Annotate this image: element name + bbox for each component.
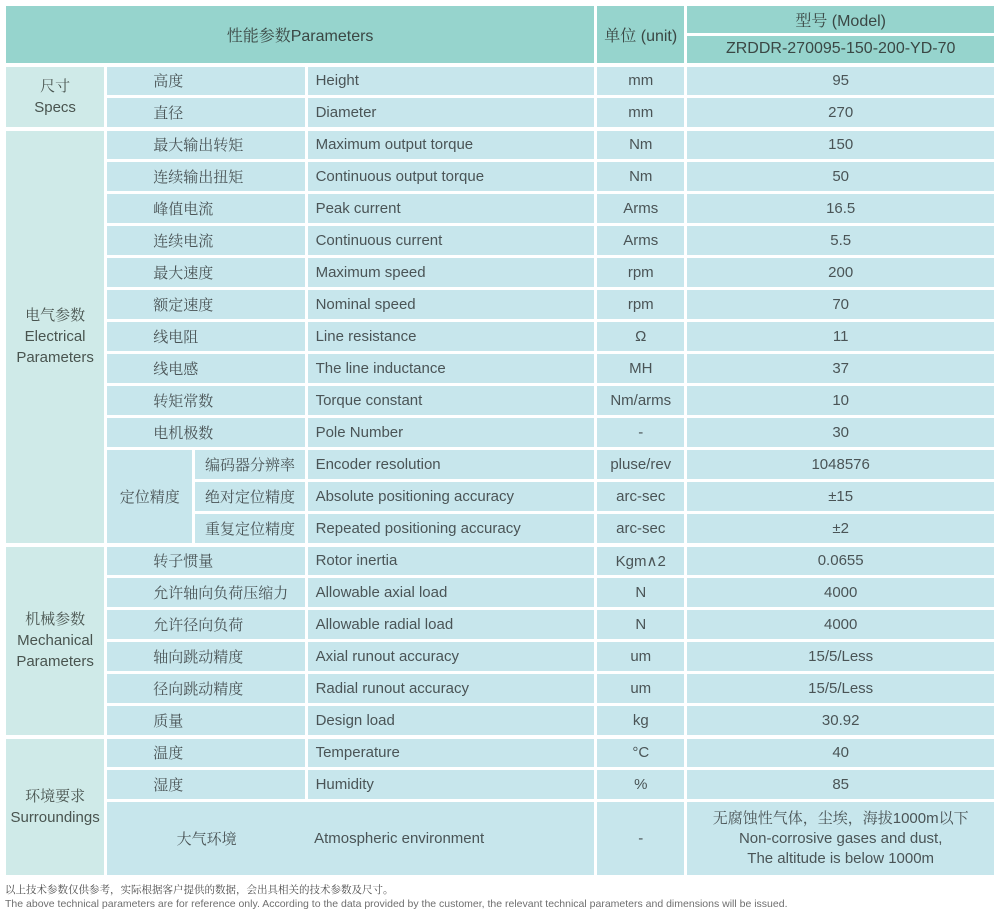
param-zh-cell: 允许径向负荷	[106, 609, 306, 641]
table-row	[5, 545, 996, 577]
param-en-cell: Continuous output torque	[306, 161, 596, 193]
value-cell: 85	[686, 769, 996, 801]
unit-cell: Arms	[596, 225, 686, 257]
value-cell: 150	[686, 129, 996, 161]
value-cell: 15/5/Less	[686, 673, 996, 705]
param-zh-cell: 高度	[106, 65, 306, 97]
param-en-cell: Maximum speed	[306, 257, 596, 289]
param-en-cell: Line resistance	[306, 321, 596, 353]
footnote-en: The above technical parameters are for reference only. According to the data provided by the customer, the relevant technical parameters and dimensions will be issued.	[5, 898, 788, 910]
value-cell: 50	[686, 161, 996, 193]
table-row	[5, 65, 996, 97]
table-row	[5, 641, 996, 673]
category-label-en: Surroundings	[10, 808, 100, 826]
table-row	[5, 673, 996, 705]
unit-cell: rpm	[596, 257, 686, 289]
unit-cell: Arms	[596, 193, 686, 225]
value-cell: 16.5	[686, 193, 996, 225]
value-cell: 4000	[686, 577, 996, 609]
unit-cell: mm	[596, 97, 686, 129]
unit-cell: N	[596, 577, 686, 609]
param-en-cell: Axial runout accuracy	[306, 641, 596, 673]
value-cell: 40	[686, 737, 996, 769]
param-zh-cell: 转子惯量	[106, 545, 306, 577]
param-en-cell: Design load	[306, 705, 596, 737]
param-zh-cell: 线电感	[106, 353, 306, 385]
table-row	[5, 97, 996, 129]
param-zh-cell: 转矩常数	[106, 385, 306, 417]
category-surroundings	[5, 737, 106, 877]
param-en-cell: Peak current	[306, 193, 596, 225]
param-en-cell: Torque constant	[306, 385, 596, 417]
param-zh-cell: 允许轴向负荷压缩力	[106, 577, 306, 609]
footnotes	[5, 883, 997, 911]
table-row	[5, 801, 996, 877]
value-cell: 30.92	[686, 705, 996, 737]
table-row	[5, 769, 996, 801]
category-label-en: Specs	[34, 98, 76, 116]
param-en-cell: Allowable axial load	[306, 577, 596, 609]
param-en-cell: The line inductance	[306, 353, 596, 385]
param-zh-cell: 轴向跳动精度	[106, 641, 306, 673]
param-en-cell: Rotor inertia	[306, 545, 596, 577]
param-en-cell: Continuous current	[306, 225, 596, 257]
param-en-cell: Repeated positioning accuracy	[306, 513, 596, 545]
param-zh-cell: 额定速度	[106, 289, 306, 321]
category-label-en: Electrical Parameters	[16, 328, 94, 366]
value-cell: 70	[686, 289, 996, 321]
table-row	[5, 193, 996, 225]
unit-cell: °C	[596, 737, 686, 769]
param-en-cell: Pole Number	[306, 417, 596, 449]
param-zh-cell: 湿度	[106, 769, 306, 801]
param-en-cell: Temperature	[306, 737, 596, 769]
value-cell: 270	[686, 97, 996, 129]
spec-table	[3, 3, 997, 878]
value-cell: 95	[686, 65, 996, 97]
unit-cell: um	[596, 673, 686, 705]
table-row	[5, 289, 996, 321]
table-row	[5, 353, 996, 385]
category-label-en: Mechanical Parameters	[16, 632, 94, 670]
unit-cell: -	[596, 801, 686, 877]
value-cell	[686, 801, 996, 877]
param-zh-cell: 重复定位精度	[194, 513, 306, 545]
table-row	[5, 737, 996, 769]
table-row	[5, 225, 996, 257]
param-en-cell: Atmospheric environment	[306, 801, 596, 877]
value-cell: 0.0655	[686, 545, 996, 577]
footnote-zh: 以上技术参数仅供参考，实际根据客户提供的数据，会出具相关的技术参数及尺寸。	[5, 884, 394, 896]
value-line: The altitude is below 1000m	[747, 849, 935, 867]
param-zh-cell: 连续电流	[106, 225, 306, 257]
param-zh-cell: 最大输出转矩	[106, 129, 306, 161]
table-row	[5, 417, 996, 449]
model-header: 型号 (Model)	[686, 5, 996, 35]
unit-cell: N	[596, 609, 686, 641]
param-zh-cell: 直径	[106, 97, 306, 129]
value-line: 无腐蚀性气体，尘埃，海拔1000m以下	[712, 809, 969, 827]
unit-cell: Ω	[596, 321, 686, 353]
table-row	[5, 609, 996, 641]
param-en-cell: Nominal speed	[306, 289, 596, 321]
value-cell: 10	[686, 385, 996, 417]
table-row	[5, 705, 996, 737]
category-label-zh: 机械参数	[25, 611, 86, 628]
unit-cell: pluse/rev	[596, 449, 686, 481]
param-zh-cell: 大气环境	[106, 801, 306, 877]
param-zh-cell: 质量	[106, 705, 306, 737]
table-header-row	[5, 5, 996, 35]
param-en-cell: Radial runout accuracy	[306, 673, 596, 705]
value-cell: 15/5/Less	[686, 641, 996, 673]
value-cell: 11	[686, 321, 996, 353]
value-cell: 1048576	[686, 449, 996, 481]
unit-cell: MH	[596, 353, 686, 385]
value-cell: ±15	[686, 481, 996, 513]
param-en-cell: Absolute positioning accuracy	[306, 481, 596, 513]
unit-cell: arc-sec	[596, 513, 686, 545]
value-cell: 200	[686, 257, 996, 289]
category-specs	[5, 65, 106, 129]
positioning-group-cell: 定位精度	[106, 449, 194, 545]
unit-cell: Nm	[596, 129, 686, 161]
unit-cell: Nm	[596, 161, 686, 193]
param-zh-cell: 编码器分辨率	[194, 449, 306, 481]
unit-header: 单位 (unit)	[596, 5, 686, 65]
table-row	[5, 449, 996, 481]
value-line: Non-corrosive gases and dust,	[738, 829, 943, 847]
table-row	[5, 129, 996, 161]
param-zh-cell: 电机极数	[106, 417, 306, 449]
parameters-header: 性能参数Parameters	[5, 5, 596, 65]
unit-cell: Kgm∧2	[596, 545, 686, 577]
param-zh-cell: 连续输出扭矩	[106, 161, 306, 193]
value-cell: 5.5	[686, 225, 996, 257]
table-row	[5, 577, 996, 609]
unit-cell: rpm	[596, 289, 686, 321]
value-cell: 4000	[686, 609, 996, 641]
param-zh-cell: 绝对定位精度	[194, 481, 306, 513]
value-cell: 37	[686, 353, 996, 385]
category-label-zh: 电气参数	[25, 307, 86, 324]
table-row	[5, 321, 996, 353]
value-cell: ±2	[686, 513, 996, 545]
category-label-zh: 尺寸	[40, 77, 71, 95]
unit-cell: kg	[596, 705, 686, 737]
table-row	[5, 161, 996, 193]
param-zh-cell: 温度	[106, 737, 306, 769]
table-row	[5, 257, 996, 289]
unit-cell: arc-sec	[596, 481, 686, 513]
value-cell: 30	[686, 417, 996, 449]
table-row	[5, 385, 996, 417]
param-en-cell: Allowable radial load	[306, 609, 596, 641]
category-mechanical	[5, 545, 106, 737]
unit-cell: %	[596, 769, 686, 801]
param-en-cell: Humidity	[306, 769, 596, 801]
unit-cell: Nm/arms	[596, 385, 686, 417]
param-zh-cell: 峰值电流	[106, 193, 306, 225]
param-zh-cell: 最大速度	[106, 257, 306, 289]
unit-cell: um	[596, 641, 686, 673]
category-electrical	[5, 129, 106, 545]
param-zh-cell: 线电阻	[106, 321, 306, 353]
category-label-zh: 环境要求	[25, 787, 86, 805]
unit-cell: -	[596, 417, 686, 449]
param-en-cell: Maximum output torque	[306, 129, 596, 161]
param-en-cell: Height	[306, 65, 596, 97]
param-zh-cell: 径向跳动精度	[106, 673, 306, 705]
param-en-cell: Diameter	[306, 97, 596, 129]
model-value: ZRDDR-270095-150-200-YD-70	[686, 35, 996, 65]
unit-cell: mm	[596, 65, 686, 97]
param-en-cell: Encoder resolution	[306, 449, 596, 481]
